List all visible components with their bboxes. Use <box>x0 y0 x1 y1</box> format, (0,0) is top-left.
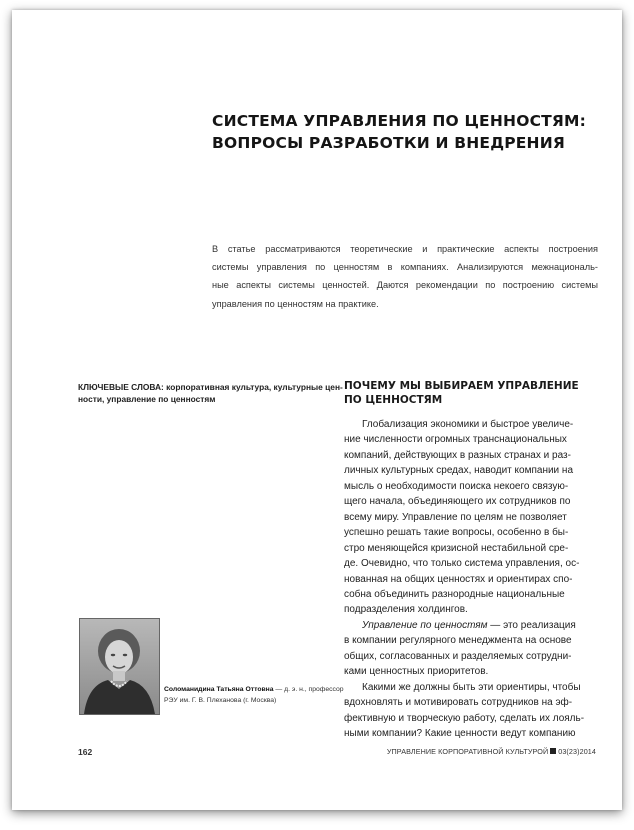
abstract-line: системы управления по ценностям в компаниях. Анализируются межнациональ- <box>212 262 598 273</box>
body-line: Какими же должны быть эти ориентиры, чтобы <box>362 681 581 693</box>
author-role: — д. э. н., профессор <box>273 686 344 693</box>
body-line: нованная на общих ценностях и ориентирах спо- <box>344 573 573 585</box>
section-heading <box>344 379 604 407</box>
body-line: собна объединить разнородные национальные <box>344 588 565 600</box>
article-title <box>212 110 612 154</box>
author-photo <box>79 618 160 715</box>
section-heading-line: ПОЧЕМУ МЫ ВЫБИРАЕМ УПРАВЛЕНИЕ <box>344 380 579 392</box>
keywords <box>78 382 343 405</box>
abstract-line: В статье рассматриваются теоретические и практические аспекты построения <box>212 244 598 254</box>
author-affiliation: РЭУ им. Г. В. Плеханова (г. Москва) <box>164 696 277 704</box>
body-text <box>344 417 596 742</box>
body-line: фективную и творческую работу, сделать их лояль- <box>344 712 585 724</box>
journal-footer <box>387 747 596 756</box>
body-line: ными компании? Какие ценности ведут компанию <box>344 728 576 740</box>
square-bullet-icon <box>550 748 556 754</box>
body-line: щего начала, объединяющего их сотрудников по <box>344 496 571 508</box>
body-line: ками ценностных приоритетов. <box>344 666 489 678</box>
emphasis-term: Управление по ценностям <box>362 619 488 631</box>
body-line: успешно решать такие вопросы, особенно в бы- <box>344 527 569 539</box>
body-line: стро меняющейся кризисной нестабильной сре- <box>344 542 569 554</box>
journal-issue: 03(23)2014 <box>558 747 596 756</box>
body-line: в компании регулярного менеджмента на основе <box>344 635 572 647</box>
abstract-line: ные аспекты системы ценностей. Даются рекомендации по построению системы <box>212 280 598 291</box>
journal-page <box>12 10 622 810</box>
author-portrait-image <box>80 619 159 714</box>
body-line: подразделения холдингов. <box>344 604 468 616</box>
title-line: СИСТЕМА УПРАВЛЕНИЯ ПО ЦЕННОСТЯМ: <box>212 112 587 130</box>
author-line <box>164 685 342 696</box>
body-line: мысль о необходимости поиска некоего связую- <box>344 480 569 492</box>
body-line: личных культурных средах, наводит компании на <box>344 465 573 477</box>
title-line: ВОПРОСЫ РАЗРАБОТКИ И ВНЕДРЕНИЯ <box>212 134 566 152</box>
body-line <box>344 618 596 633</box>
body-line: де. Очевидно, что только система управления, ос- <box>344 558 580 570</box>
page-number: 162 <box>78 747 93 757</box>
body-line: вдохновлять и мотивировать сотрудников на эф- <box>344 697 573 709</box>
body-line: ние численности огромных транснациональных <box>344 434 567 446</box>
author-name: Соломанидина Татьяна Оттовна <box>164 686 274 693</box>
body-line: общих, согласованных и разделяемых сотрудни- <box>344 650 572 662</box>
journal-name: УПРАВЛЕНИЕ КОРПОРАТИВНОЙ КУЛЬТУРОЙ <box>386 747 549 756</box>
keywords-line: КЛЮЧЕВЫЕ СЛОВА: корпоративная культура, культурные цен- <box>78 382 343 392</box>
body-line: Глобализация экономики и быстрое увеличе- <box>362 419 574 430</box>
abstract-line: управления по ценностям на практике. <box>212 298 379 309</box>
body-line-rest: — это реализация <box>487 619 576 631</box>
keywords-line: ности, управление по ценностям <box>78 393 216 404</box>
author-info <box>164 685 342 706</box>
article-abstract <box>212 240 598 313</box>
section-heading-line: ПО ЦЕННОСТЯМ <box>344 394 443 406</box>
body-line: компаний, действующих в разных странах и раз- <box>344 449 571 461</box>
body-line: всему миру. Управление по целям не позволяет <box>344 511 567 523</box>
